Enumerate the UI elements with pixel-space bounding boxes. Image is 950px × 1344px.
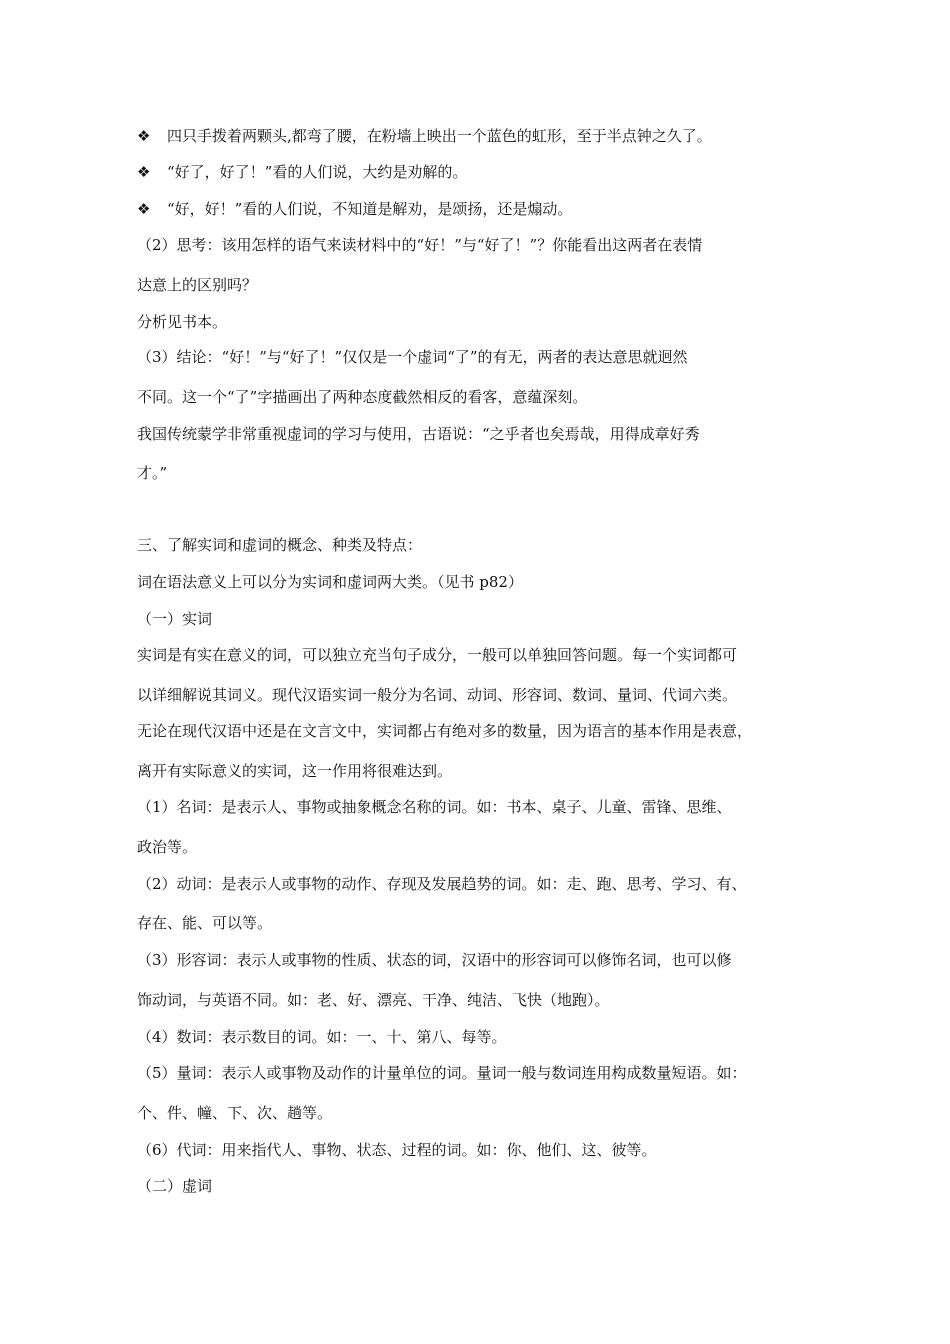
bullet-text: “好，好！”看的人们说，不知道是解劝，是颂扬，还是煽动。	[167, 200, 573, 218]
bullet-text: “好了，好了！”看的人们说，大约是劝解的。	[167, 163, 468, 181]
paragraph-line: 饰动词，与英语不同。如：老、好、漂亮、干净、纯洁、飞快（地跑）。	[137, 991, 610, 1009]
bullet-line-3	[137, 199, 837, 219]
diamond-bullet-icon: ❖	[137, 163, 151, 181]
paragraph-line: 个、件、幢、下、次、趟等。	[137, 1104, 333, 1122]
paragraph-line: 存在、能、可以等。	[137, 914, 273, 932]
paragraph-line: 分析见书本。	[137, 313, 228, 331]
paragraph-line: 达意上的区别吗？	[137, 276, 258, 294]
paragraph-line: （2）动词：是表示人或事物的动作、存现及发展趋势的词。如：走、跑、思考、学习、有、	[137, 875, 747, 893]
bullet-line-2	[137, 162, 837, 182]
section-heading: 三、了解实词和虚词的概念、种类及特点：	[137, 536, 423, 554]
paragraph-line: （1）名词：是表示人、事物或抽象概念名称的词。如：书本、桌子、儿童、雷锋、思维、	[137, 798, 732, 816]
paragraph-line: 实词是有实在意义的词，可以独立充当句子成分，一般可以单独回答问题。每一个实词都可	[137, 646, 738, 664]
paragraph-line: 政治等。	[137, 838, 198, 856]
bullet-text: 四只手拨着两颗头,都弯了腰，在粉墙上映出一个蓝色的虹形，至于半点钟之久了。	[167, 127, 712, 145]
paragraph-line: （5）量词：表示人或事物及动作的计量单位的词。量词一般与数词连用构成数量短语。如：	[137, 1064, 747, 1082]
diamond-bullet-icon: ❖	[137, 127, 151, 145]
paragraph-line: （3）形容词：表示人或事物的性质、状态的词，汉语中的形容词可以修饰名词，也可以修	[137, 951, 732, 969]
paragraph-line: （2）思考：该用怎样的语气来读材料中的“好！”与“好了！”？你能看出这两者在表情	[137, 236, 703, 254]
paragraph-line: 不同。这一个“了”字描画出了两种态度截然相反的看客，意蕴深刻。	[137, 388, 588, 406]
paragraph-line: 以详细解说其词义。现代汉语实词一般分为名词、动词、形容词、数词、量词、代词六类。	[137, 686, 738, 704]
subsection-heading: （二）虚词	[137, 1177, 213, 1195]
paragraph-line: （6）代词：用来指代人、事物、状态、过程的词。如：你、他们、这、彼等。	[137, 1141, 657, 1159]
subsection-heading: （一）实词	[137, 610, 213, 628]
paragraph-line: 词在语法意义上可以分为实词和虚词两大类。（见书 p82）	[137, 573, 523, 591]
paragraph-line: 离开有实际意义的实词，这一作用将很难达到。	[137, 762, 453, 780]
paragraph-line: 我国传统蒙学非常重视虚词的学习与使用，古语说：“之乎者也矣焉哉，用得成章好秀	[137, 425, 700, 443]
paragraph-line: （4）数词：表示数目的词。如：一、十、第八、每等。	[137, 1028, 507, 1046]
paragraph-line: （3）结论：“好！”与“好了！”仅仅是一个虚词“了”的有无，两者的表达意思就迥然	[137, 348, 688, 366]
paragraph-line: 才。”	[137, 464, 168, 482]
bullet-line-1	[137, 126, 837, 146]
diamond-bullet-icon: ❖	[137, 200, 151, 218]
paragraph-line: 无论在现代汉语中还是在文言文中，实词都占有绝对多的数量，因为语言的基本作用是表意，	[137, 722, 753, 740]
